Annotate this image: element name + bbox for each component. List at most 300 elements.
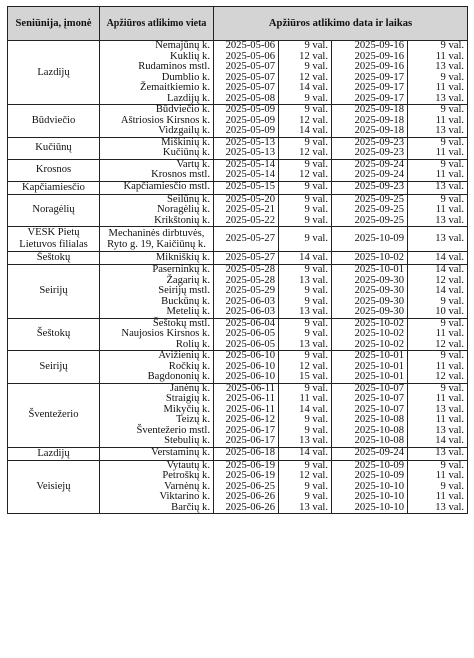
place-line: Paserninkų k. — [152, 264, 210, 275]
second-time-list — [408, 447, 468, 460]
first-date-list — [214, 447, 279, 460]
place-line: Metelių k. — [166, 306, 210, 317]
place-list — [100, 447, 214, 460]
second-time-line: 9 val. — [440, 158, 465, 170]
second-time-line: 14 val. — [435, 251, 465, 263]
first-date-line: 2025-05-14 — [225, 158, 275, 170]
first-time-list — [279, 105, 332, 138]
second-date-line: 2025-09-16 — [354, 40, 404, 51]
first-time-line: 9 val. — [304, 285, 328, 296]
first-date-line: 2025-06-26 — [225, 501, 275, 513]
seniunija-cell: Kapčiamiesčio — [8, 181, 100, 194]
place-line: Aštriosios Kirsnos k. — [120, 114, 210, 126]
place-list — [100, 181, 214, 194]
place-list — [100, 227, 214, 252]
seniunija-cell: Šeštokų — [8, 318, 100, 351]
first-date-line: 2025-05-14 — [225, 169, 275, 180]
second-time-line: 9 val. — [440, 459, 465, 471]
second-date-line: 2025-09-30 — [354, 285, 404, 296]
place-line: Mikniškių k. — [155, 251, 210, 263]
place-line: Bagdononių k. — [147, 371, 210, 382]
first-date-line: 2025-06-19 — [225, 459, 275, 471]
second-time-list — [408, 265, 468, 319]
first-time-line: 9 val. — [304, 158, 328, 170]
first-time-line: 12 val. — [299, 360, 328, 372]
first-date-list — [214, 351, 279, 384]
place-line: Noragėlių k. — [157, 204, 210, 215]
first-time-line: 13 val. — [299, 435, 328, 446]
first-date-line: 2025-06-12 — [225, 414, 275, 425]
second-time-line: 9 val. — [440, 136, 465, 148]
first-date-line: 2025-05-29 — [225, 285, 275, 296]
first-time-line: 9 val. — [304, 92, 328, 104]
place-line: Rolių k. — [175, 338, 210, 350]
second-date-line: 2025-09-30 — [354, 306, 404, 317]
place-line: Avižienių k. — [158, 350, 210, 361]
second-time-list — [408, 41, 468, 105]
seniunija-cell: Lazdijų — [8, 41, 100, 105]
seniunija-cell: Noragėlių — [8, 194, 100, 227]
place-line: Straigių k. — [165, 393, 210, 404]
place-list — [100, 41, 214, 105]
second-date-line: 2025-10-02 — [354, 338, 404, 350]
place-list — [100, 460, 214, 514]
first-date-line: 2025-05-06 — [225, 40, 275, 51]
first-date-line: 2025-05-09 — [225, 125, 275, 136]
second-date-line: 2025-09-24 — [354, 158, 404, 170]
place-line: Mikyčių k. — [163, 403, 210, 415]
place-list — [100, 105, 214, 138]
first-date-list — [214, 318, 279, 351]
first-time-line: 12 val. — [299, 50, 328, 62]
first-time-line: 14 val. — [299, 125, 328, 136]
second-time-line: 14 val. — [435, 264, 465, 275]
second-time-list — [408, 351, 468, 384]
second-time-line: 11 val. — [435, 147, 465, 158]
table-row — [8, 447, 468, 460]
second-date-list — [332, 447, 408, 460]
first-date-line: 2025-06-18 — [225, 447, 275, 459]
second-time-line: 11 val. — [435, 204, 465, 215]
second-date-line: 2025-10-02 — [354, 317, 404, 329]
second-time-line: 11 val. — [435, 328, 465, 339]
first-time-line: 9 val. — [304, 264, 328, 275]
second-date-list — [332, 383, 408, 447]
first-time-line: 9 val. — [304, 382, 328, 394]
second-time-line: 9 val. — [440, 193, 465, 205]
second-date-line: 2025-09-18 — [354, 114, 404, 126]
second-date-line: 2025-10-02 — [354, 328, 404, 339]
second-time-list — [408, 318, 468, 351]
first-time-list — [279, 383, 332, 447]
second-time-line: 11 val. — [435, 414, 465, 425]
first-time-line: 9 val. — [304, 181, 328, 193]
first-date-list — [214, 181, 279, 194]
first-time-line: 9 val. — [304, 136, 328, 148]
second-date-line: 2025-09-16 — [354, 50, 404, 62]
first-date-line: 2025-05-13 — [225, 147, 275, 158]
table-row — [8, 194, 468, 227]
table-row — [8, 318, 468, 351]
second-time-list — [408, 252, 468, 265]
first-date-line: 2025-05-09 — [225, 104, 275, 115]
second-date-list — [332, 105, 408, 138]
first-date-line: 2025-06-19 — [225, 470, 275, 481]
second-time-line: 10 val. — [435, 306, 465, 317]
first-time-line: 14 val. — [299, 82, 328, 93]
first-time-list — [279, 318, 332, 351]
first-date-line: 2025-06-05 — [225, 328, 275, 339]
place-line: Vytautų k. — [166, 459, 210, 471]
second-date-line: 2025-09-23 — [354, 147, 404, 158]
first-date-line: 2025-06-10 — [225, 360, 275, 372]
table-row — [8, 137, 468, 159]
first-time-line: 13 val. — [299, 338, 328, 350]
first-time-line: 12 val. — [299, 169, 328, 180]
second-time-list — [408, 181, 468, 194]
header-vieta: Apžiūros atlikimo vieta — [100, 7, 214, 41]
first-time-list — [279, 227, 332, 252]
second-time-line: 9 val. — [440, 480, 465, 492]
second-date-line: 2025-10-07 — [354, 382, 404, 394]
second-date-line: 2025-10-01 — [354, 371, 404, 382]
second-date-line: 2025-09-24 — [354, 447, 404, 459]
place-line: Buckūnų k. — [161, 295, 210, 307]
header-row — [8, 7, 468, 41]
first-date-line: 2025-05-08 — [225, 92, 275, 104]
first-time-line: 9 val. — [304, 232, 328, 244]
first-time-line: 13 val. — [299, 306, 328, 317]
second-date-line: 2025-10-01 — [354, 264, 404, 275]
first-time-list — [279, 447, 332, 460]
second-date-line: 2025-10-10 — [354, 491, 404, 502]
second-time-line: 9 val. — [440, 40, 465, 51]
second-time-line: 9 val. — [440, 295, 465, 307]
place-line: Krikštonių k. — [154, 214, 210, 226]
table-row — [8, 181, 468, 194]
table-row — [8, 383, 468, 447]
second-time-line: 11 val. — [435, 393, 465, 404]
second-date-line: 2025-10-09 — [354, 459, 404, 471]
first-time-line: 9 val. — [304, 414, 328, 425]
seniunija-cell: Lazdijų — [8, 447, 100, 460]
first-date-line: 2025-05-28 — [225, 274, 275, 286]
second-time-line: 11 val. — [435, 491, 465, 502]
first-date-line: 2025-06-11 — [225, 393, 275, 404]
second-date-list — [332, 351, 408, 384]
second-date-line: 2025-09-17 — [354, 82, 404, 93]
first-date-list — [214, 265, 279, 319]
first-date-line: 2025-06-11 — [225, 403, 275, 415]
place-line: Seirijų mstl. — [158, 285, 210, 296]
second-time-line: 13 val. — [435, 447, 465, 459]
place-line: Nemajūnų k. — [155, 40, 210, 51]
first-date-line: 2025-06-10 — [225, 350, 275, 361]
first-date-list — [214, 159, 279, 181]
second-date-list — [332, 227, 408, 252]
second-time-line: 13 val. — [435, 403, 465, 415]
first-date-line: 2025-06-03 — [225, 306, 275, 317]
second-date-line: 2025-10-09 — [354, 470, 404, 481]
first-date-line: 2025-06-17 — [225, 435, 275, 446]
seniunija-cell: Krosnos — [8, 159, 100, 181]
first-time-list — [279, 351, 332, 384]
second-date-list — [332, 460, 408, 514]
second-date-line: 2025-09-17 — [354, 71, 404, 83]
first-date-line: 2025-06-03 — [225, 295, 275, 307]
first-date-line: 2025-05-28 — [225, 264, 275, 275]
second-date-line: 2025-09-23 — [354, 136, 404, 148]
place-line: Šventežerio mstl. — [136, 424, 210, 436]
first-time-line: 9 val. — [304, 204, 328, 215]
first-date-line: 2025-06-11 — [225, 382, 275, 394]
second-time-line: 9 val. — [440, 71, 465, 83]
second-time-line: 12 val. — [435, 338, 465, 350]
second-date-line: 2025-10-08 — [354, 424, 404, 436]
second-date-line: 2025-10-10 — [354, 501, 404, 513]
first-time-line: 13 val. — [299, 501, 328, 513]
first-time-line: 9 val. — [304, 328, 328, 339]
table-row — [8, 265, 468, 319]
first-time-line: 9 val. — [304, 424, 328, 436]
first-time-line: 12 val. — [299, 470, 328, 481]
second-time-line: 13 val. — [435, 125, 465, 136]
first-date-line: 2025-05-07 — [225, 61, 275, 72]
place-list — [100, 137, 214, 159]
second-time-line: 11 val. — [435, 360, 465, 372]
seniunija-cell: Šventežerio — [8, 383, 100, 447]
second-time-line: 13 val. — [435, 92, 465, 104]
first-time-line: 11 val. — [299, 393, 328, 404]
table-header — [8, 7, 468, 41]
place-line: Dumblio k. — [161, 71, 210, 83]
place-line: Rudaminos mstl. — [138, 61, 210, 72]
seniunija-cell: Veisiejų — [8, 460, 100, 514]
first-time-line: 9 val. — [304, 61, 328, 72]
first-date-line: 2025-06-05 — [225, 338, 275, 350]
place-list — [100, 265, 214, 319]
second-time-line: 14 val. — [435, 435, 465, 446]
first-date-line: 2025-05-20 — [225, 193, 275, 205]
first-date-line: 2025-05-22 — [225, 214, 275, 226]
second-time-line: 9 val. — [440, 104, 465, 115]
second-date-list — [332, 41, 408, 105]
second-date-list — [332, 137, 408, 159]
first-date-line: 2025-05-13 — [225, 136, 275, 148]
second-date-line: 2025-10-08 — [354, 414, 404, 425]
second-date-line: 2025-09-24 — [354, 169, 404, 180]
place-list — [100, 194, 214, 227]
second-date-line: 2025-09-23 — [354, 181, 404, 193]
first-time-line: 14 val. — [299, 403, 328, 415]
first-date-line: 2025-06-04 — [225, 317, 275, 329]
second-date-line: 2025-09-25 — [354, 204, 404, 215]
second-time-line: 13 val. — [435, 232, 465, 244]
second-date-list — [332, 318, 408, 351]
first-time-list — [279, 194, 332, 227]
first-time-line: 14 val. — [299, 251, 328, 263]
place-line: Teizų k. — [176, 414, 210, 425]
place-line: Verstaminų k. — [151, 447, 210, 459]
second-date-list — [332, 181, 408, 194]
second-date-line: 2025-09-16 — [354, 61, 404, 72]
second-date-line: 2025-10-01 — [354, 350, 404, 361]
first-date-line: 2025-06-26 — [225, 491, 275, 502]
second-date-list — [332, 159, 408, 181]
first-date-line: 2025-05-27 — [225, 251, 275, 263]
first-time-line: 9 val. — [304, 295, 328, 307]
first-time-line: 9 val. — [304, 459, 328, 471]
second-time-list — [408, 137, 468, 159]
table-row — [8, 252, 468, 265]
second-date-line: 2025-09-25 — [354, 214, 404, 226]
table-body — [8, 41, 468, 514]
place-line: Šeštokų mstl. — [152, 317, 210, 329]
place-line: Janėnų k. — [169, 382, 210, 394]
second-time-line: 11 val. — [435, 82, 465, 93]
second-date-line: 2025-10-02 — [354, 251, 404, 263]
first-date-line: 2025-05-07 — [225, 71, 275, 83]
second-time-line: 11 val. — [435, 50, 465, 62]
first-date-list — [214, 194, 279, 227]
second-time-line: 11 val. — [435, 114, 465, 126]
second-date-line: 2025-10-01 — [354, 360, 404, 372]
table-row — [8, 41, 468, 105]
second-time-line: 12 val. — [435, 274, 465, 286]
second-time-line: 11 val. — [435, 470, 465, 481]
first-date-list — [214, 252, 279, 265]
first-time-line: 15 val. — [299, 371, 328, 382]
first-date-line: 2025-05-09 — [225, 114, 275, 126]
second-time-line: 12 val. — [435, 371, 465, 382]
second-date-list — [332, 265, 408, 319]
place-list — [100, 318, 214, 351]
first-time-line: 9 val. — [304, 214, 328, 226]
second-time-line: 9 val. — [440, 382, 465, 394]
first-time-list — [279, 137, 332, 159]
place-line: Mechaninės dirbtuvės, Ryto g. 19, Kaičiūnų k. — [107, 228, 206, 250]
place-line: Stebulių k. — [164, 435, 210, 446]
second-date-line: 2025-10-08 — [354, 435, 404, 446]
place-list — [100, 252, 214, 265]
first-time-list — [279, 252, 332, 265]
second-time-line: 13 val. — [435, 501, 465, 513]
second-time-list — [408, 383, 468, 447]
second-time-line: 13 val. — [435, 181, 465, 193]
table-row — [8, 460, 468, 514]
inspection-schedule-table — [7, 6, 468, 514]
place-line: Lazdijų k. — [167, 92, 210, 104]
header-seniunija: Seniūnija, įmonė — [8, 7, 100, 41]
first-time-line: 12 val. — [299, 114, 328, 126]
place-line: Kapčiamiesčio mstl. — [123, 181, 210, 193]
first-time-list — [279, 181, 332, 194]
second-date-line: 2025-09-30 — [354, 274, 404, 286]
place-line: Naujosios Kirsnos k. — [121, 328, 210, 339]
second-date-line: 2025-10-07 — [354, 403, 404, 415]
place-line: Petroškų k. — [162, 470, 210, 481]
place-list — [100, 351, 214, 384]
place-line: Viktarino k. — [159, 491, 210, 502]
header-data-laikas: Apžiūros atlikimo data ir laikas — [214, 7, 468, 41]
seniunija-cell: Būdviečio — [8, 105, 100, 138]
first-date-list — [214, 460, 279, 514]
first-time-line: 9 val. — [304, 193, 328, 205]
place-line: Varnėnų k. — [164, 480, 210, 492]
second-time-line: 13 val. — [435, 214, 465, 226]
first-time-line: 9 val. — [304, 480, 328, 492]
first-time-list — [279, 41, 332, 105]
place-line: Žemaitkiemio k. — [139, 82, 210, 93]
place-list — [100, 159, 214, 181]
second-date-line: 2025-09-18 — [354, 104, 404, 115]
second-date-line: 2025-10-07 — [354, 393, 404, 404]
place-line: Vidzgailų k. — [158, 125, 210, 136]
first-time-line: 9 val. — [304, 40, 328, 51]
first-date-list — [214, 41, 279, 105]
first-time-line: 9 val. — [304, 491, 328, 502]
first-date-line: 2025-06-17 — [225, 424, 275, 436]
first-time-line: 14 val. — [299, 447, 328, 459]
place-line: Krosnos mstl. — [151, 169, 210, 180]
place-line: Barčių k. — [171, 501, 210, 513]
place-line: Kuklių k. — [169, 50, 210, 62]
place-line: Kučiūnų k. — [162, 147, 210, 158]
first-date-line: 2025-06-10 — [225, 371, 275, 382]
table-row — [8, 105, 468, 138]
second-time-list — [408, 460, 468, 514]
second-date-line: 2025-09-30 — [354, 295, 404, 307]
second-time-line: 11 val. — [435, 169, 465, 180]
place-line: Seilūnų k. — [167, 193, 210, 205]
seniunija-cell: Kučiūnų — [8, 137, 100, 159]
first-time-line: 9 val. — [304, 317, 328, 329]
first-time-line: 12 val. — [299, 71, 328, 83]
second-time-list — [408, 227, 468, 252]
second-time-line: 9 val. — [440, 350, 465, 361]
first-date-line: 2025-05-15 — [225, 181, 275, 193]
first-time-list — [279, 159, 332, 181]
place-line: Ročkių k. — [168, 360, 210, 372]
second-date-line: 2025-10-10 — [354, 480, 404, 492]
first-date-list — [214, 137, 279, 159]
first-time-line: 12 val. — [299, 147, 328, 158]
second-time-line: 9 val. — [440, 317, 465, 329]
first-date-line: 2025-05-27 — [225, 232, 275, 244]
first-time-line: 9 val. — [304, 350, 328, 361]
second-time-line: 13 val. — [435, 61, 465, 72]
first-date-line: 2025-05-06 — [225, 50, 275, 62]
place-list — [100, 383, 214, 447]
first-time-list — [279, 460, 332, 514]
second-time-line: 13 val. — [435, 424, 465, 436]
place-line: Vartų k. — [176, 158, 210, 170]
first-time-line: 9 val. — [304, 104, 328, 115]
first-time-line: 13 val. — [299, 274, 328, 286]
second-date-line: 2025-10-09 — [354, 232, 404, 244]
second-time-list — [408, 194, 468, 227]
second-date-line: 2025-09-17 — [354, 92, 404, 104]
first-date-list — [214, 383, 279, 447]
first-date-list — [214, 105, 279, 138]
first-date-list — [214, 227, 279, 252]
seniunija-cell: Seirijų — [8, 265, 100, 319]
first-date-line: 2025-05-21 — [225, 204, 275, 215]
seniunija-cell: Seirijų — [8, 351, 100, 384]
second-time-list — [408, 105, 468, 138]
place-line: Miškinių k. — [161, 136, 210, 148]
table-row — [8, 227, 468, 252]
